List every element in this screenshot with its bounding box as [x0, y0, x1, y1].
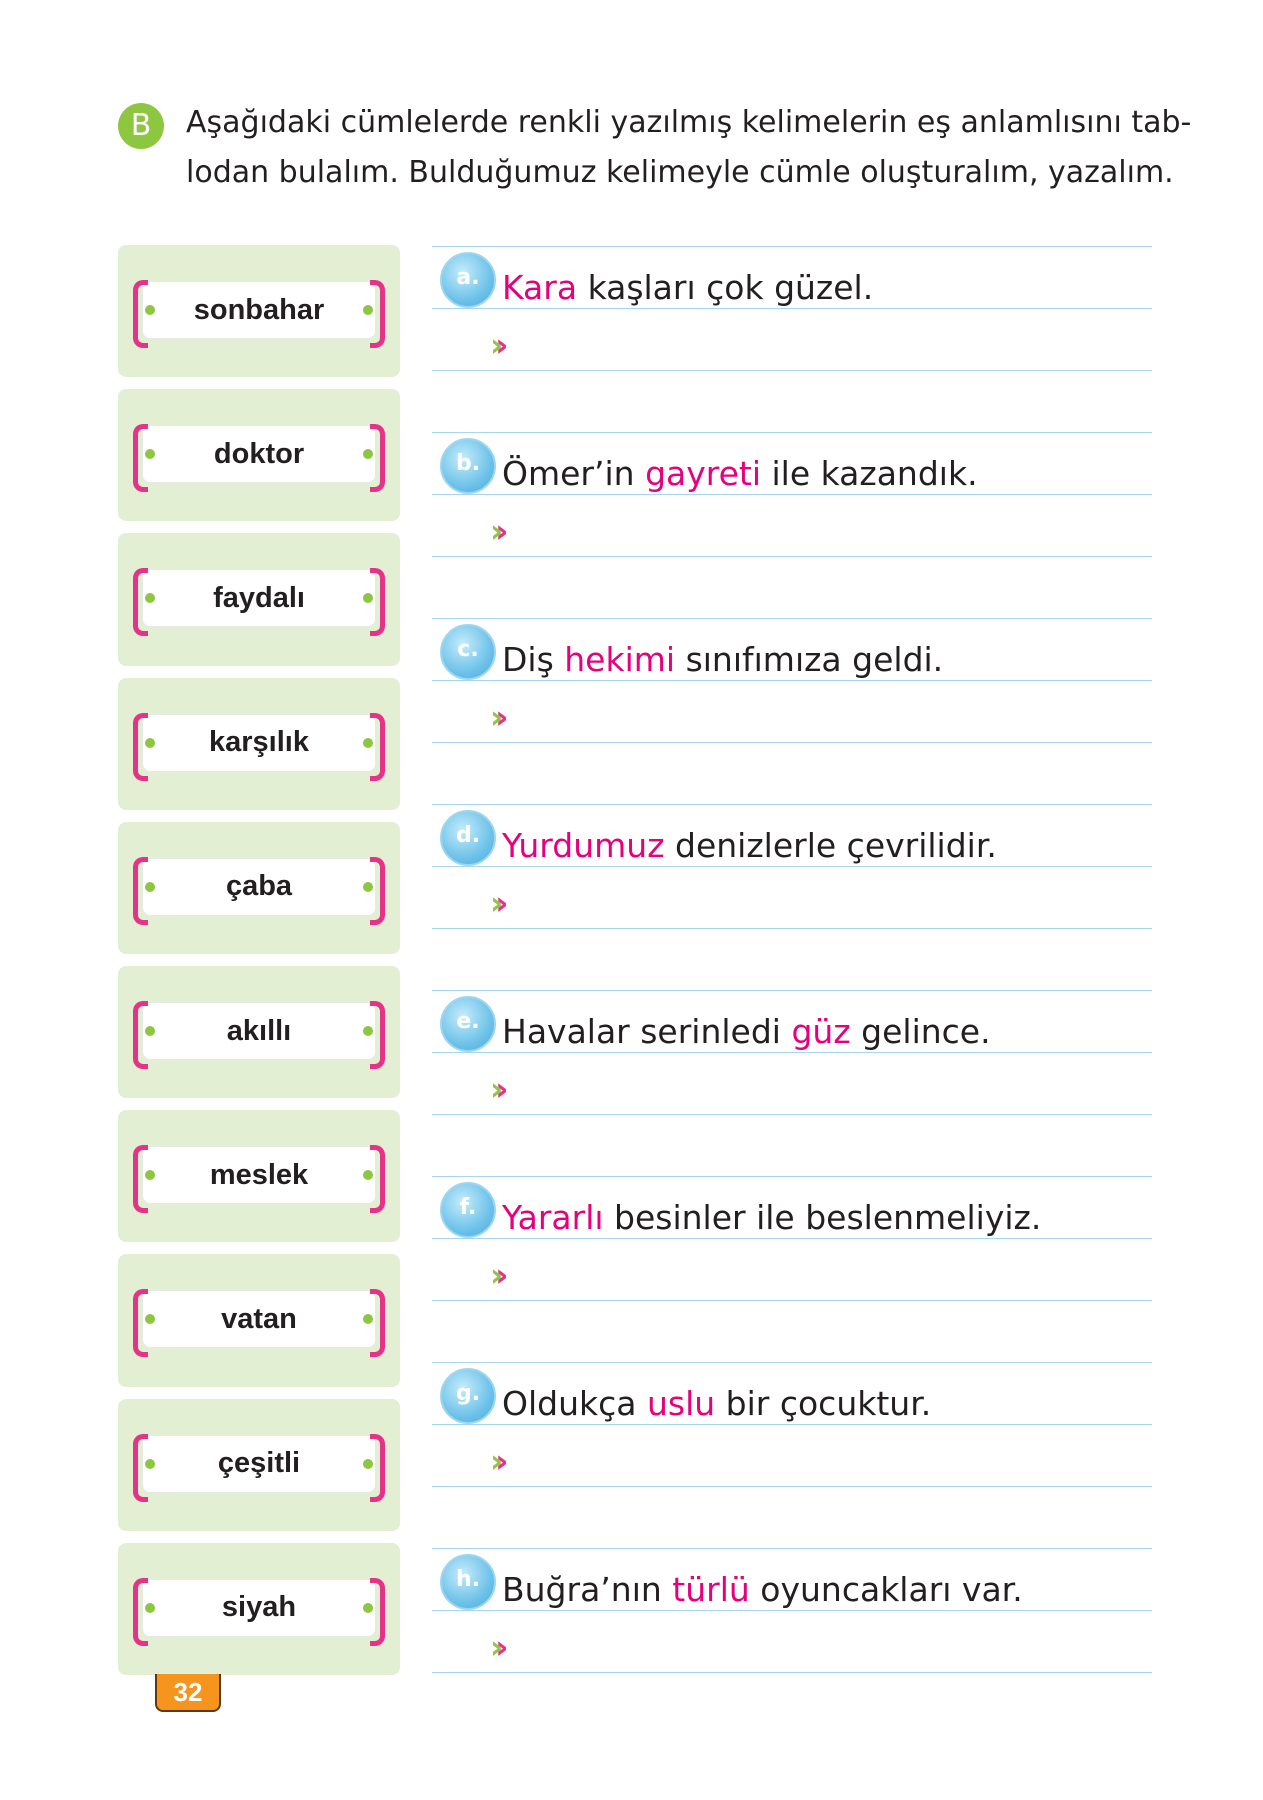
item-letter: a. — [440, 252, 496, 308]
item-letter: b. — [440, 438, 496, 494]
sentence-text: Yurdumuz denizlerle çevrilidir. — [502, 826, 997, 865]
sentence-text: Oldukça uslu bir çocuktur. — [502, 1384, 932, 1423]
word-box — [142, 1579, 376, 1637]
item-letter: g. — [440, 1368, 496, 1424]
word-cell — [118, 533, 400, 665]
word-label: çeşitli — [217, 1447, 301, 1480]
sentence-text: Buğra’nın türlü oyuncakları var. — [502, 1570, 1023, 1609]
writing-line — [432, 1176, 1152, 1177]
word-cell — [118, 389, 400, 521]
word-box — [142, 425, 376, 483]
writing-line — [432, 432, 1152, 433]
sentence-text: Diş hekimi sınıfımıza geldi. — [502, 640, 944, 679]
writing-line — [432, 1300, 1152, 1301]
writing-line — [432, 1362, 1152, 1363]
highlighted-word: uslu — [646, 1384, 716, 1423]
page-number: 32 — [155, 1674, 221, 1712]
writing-line — [432, 1238, 1152, 1239]
word-label: doktor — [213, 437, 305, 470]
instruction-text — [186, 98, 1192, 198]
word-cell — [118, 1110, 400, 1242]
double-chevron-icon: ›› — [490, 1256, 501, 1294]
word-label: vatan — [221, 1302, 297, 1335]
writing-line — [432, 370, 1152, 371]
writing-line — [432, 1114, 1152, 1115]
word-box — [142, 858, 376, 916]
word-cell — [118, 1543, 400, 1675]
word-box — [142, 1146, 376, 1204]
word-box — [142, 569, 376, 627]
word-cell — [118, 245, 400, 377]
writing-line — [432, 1548, 1152, 1549]
instruction-line-2: lodan bulalım. Bulduğumuz kelimeyle cümle oluşturalım, yazalım. — [186, 155, 1174, 190]
highlighted-word: Yurdumuz — [502, 826, 665, 865]
writing-line — [432, 1486, 1152, 1487]
writing-line — [432, 556, 1152, 557]
highlighted-word: Kara — [502, 268, 578, 307]
word-label: karşılık — [209, 726, 309, 759]
sentence-text: Yararlı besinler ile beslenmeliyiz. — [502, 1198, 1042, 1237]
writing-line — [432, 1052, 1152, 1053]
double-chevron-icon: ›› — [490, 884, 501, 922]
item-letter: c. — [440, 624, 496, 680]
highlighted-word: gayreti — [645, 454, 762, 493]
writing-line — [432, 618, 1152, 619]
word-box — [142, 714, 376, 772]
highlighted-word: türlü — [672, 1570, 750, 1609]
highlighted-word: hekimi — [564, 640, 676, 679]
writing-line — [432, 246, 1152, 247]
writing-line — [432, 680, 1152, 681]
highlighted-word: güz — [791, 1012, 851, 1051]
writing-line — [432, 804, 1152, 805]
writing-line — [432, 494, 1152, 495]
writing-line — [432, 308, 1152, 309]
item-letter: f. — [440, 1182, 496, 1238]
double-chevron-icon: ›› — [490, 512, 501, 550]
writing-line — [432, 1672, 1152, 1673]
word-box — [142, 1290, 376, 1348]
writing-line — [432, 1424, 1152, 1425]
writing-line — [432, 990, 1152, 991]
word-label: siyah — [221, 1591, 297, 1624]
double-chevron-icon: ›› — [490, 1442, 501, 1480]
sentence-text: Ömer’in gayreti ile kazandık. — [502, 454, 978, 493]
double-chevron-icon: ›› — [490, 1628, 501, 1666]
double-chevron-icon: ›› — [490, 698, 501, 736]
word-cell — [118, 966, 400, 1098]
writing-line — [432, 866, 1152, 867]
sentence-text: Havalar serinledi güz gelince. — [502, 1012, 991, 1051]
highlighted-word: Yararlı — [502, 1198, 604, 1237]
section-badge: B — [118, 103, 164, 149]
item-letter: d. — [440, 810, 496, 866]
word-box — [142, 1435, 376, 1493]
word-label: çaba — [225, 870, 293, 903]
writing-line — [432, 928, 1152, 929]
word-label: sonbahar — [193, 293, 325, 326]
word-cell — [118, 1254, 400, 1386]
double-chevron-icon: ›› — [490, 1070, 501, 1108]
word-cell — [118, 1399, 400, 1531]
item-letter: e. — [440, 996, 496, 1052]
word-box — [142, 1002, 376, 1060]
double-chevron-icon: ›› — [490, 326, 501, 364]
word-label: akıllı — [226, 1014, 292, 1047]
item-letter: h. — [440, 1554, 496, 1610]
word-label: faydalı — [213, 581, 305, 614]
writing-line — [432, 1610, 1152, 1611]
word-cell — [118, 822, 400, 954]
word-table — [118, 245, 400, 1675]
word-label: meslek — [209, 1158, 309, 1191]
word-cell — [118, 678, 400, 810]
sentence-text: Kara kaşları çok güzel. — [502, 268, 874, 307]
writing-line — [432, 742, 1152, 743]
instruction-line-1: Aşağıdaki cümlelerde renkli yazılmış kelimelerin eş anlamlısını tab- — [186, 105, 1192, 140]
word-box — [142, 281, 376, 339]
